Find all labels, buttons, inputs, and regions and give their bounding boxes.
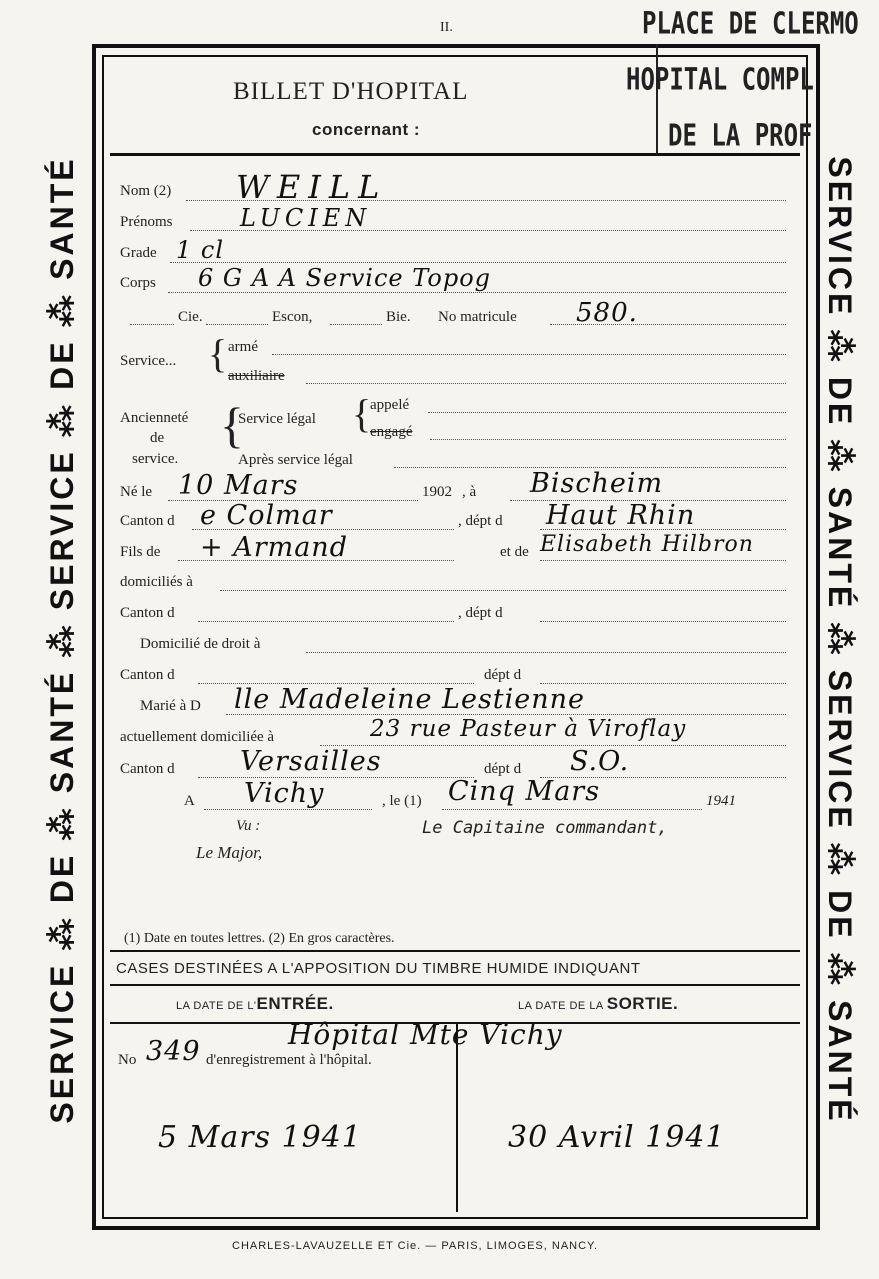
frame-outer-bottom xyxy=(92,1226,820,1230)
frame-inner-bottom xyxy=(102,1217,808,1219)
page-number: II. xyxy=(440,20,453,35)
canton-3-label: Canton d xyxy=(120,667,175,683)
ne-le-value: 10 Mars xyxy=(178,470,299,501)
entree-date: 5 Mars 1941 xyxy=(158,1120,362,1155)
no-label: No xyxy=(118,1052,137,1068)
matricule-label: No matricule xyxy=(438,309,517,325)
ne-year-value: 1902 xyxy=(422,484,452,500)
sortie-date: 30 Avril 1941 xyxy=(508,1120,726,1155)
capitaine-label: Le Capitaine commandant, xyxy=(422,818,668,838)
service-brace: { xyxy=(208,331,228,376)
ne-a-label: , à xyxy=(462,484,477,500)
arme-label: armé xyxy=(228,339,258,355)
domicilies-label: domiciliés à xyxy=(120,574,193,590)
le-label: , le (1) xyxy=(382,793,422,809)
major-label: Le Major, xyxy=(196,843,263,862)
domicilie-droit-label: Domicilié de droit à xyxy=(140,636,261,652)
arme-dots xyxy=(272,354,786,355)
document-title: BILLET D'HOPITAL xyxy=(233,78,469,105)
engage-label: engagé xyxy=(370,424,413,440)
stamp-line-1: PLACE DE CLERMO xyxy=(642,6,859,41)
enregistrement-label: d'enregistrement à l'hôpital. xyxy=(206,1052,372,1068)
anciennete-brace: { xyxy=(220,397,244,453)
prenoms-label: Prénoms xyxy=(120,214,173,230)
stamp-line-2: HOPITAL COMPL xyxy=(626,62,814,97)
corps-value: 6 G A A Service Topog xyxy=(198,264,492,292)
footnote-rule xyxy=(110,950,800,952)
nom-label: Nom (2) xyxy=(120,183,172,199)
sortie-word: SORTIE. xyxy=(606,994,679,1013)
canton-4-dots xyxy=(198,777,474,778)
date-value: Cinq Mars xyxy=(448,776,601,807)
actuellement-value: 23 rue Pasteur à Viroflay xyxy=(370,716,687,742)
anciennete-label-3: service. xyxy=(132,451,179,467)
fils-de-label: Fils de xyxy=(120,544,161,560)
dept-2-dots xyxy=(540,621,786,622)
dept-1-label: , dépt d xyxy=(458,513,503,529)
service-legal-label: Service légal xyxy=(238,411,316,427)
canton-4-value: Versailles xyxy=(240,746,382,777)
cie-label: Cie. xyxy=(178,309,203,325)
side-band-right: SERVICE ⁂ DE ⁂ SANTÉ ⁂ SERVICE ⁂ DE ⁂ SANTÉ xyxy=(822,156,858,1124)
side-band-left: SERVICE ⁂ DE ⁂ SANTÉ ⁂ SERVICE ⁂ DE ⁂ SANTÉ xyxy=(44,156,80,1124)
grade-value: 1 cl xyxy=(176,236,225,264)
auxiliaire-dots xyxy=(306,383,786,384)
stamp-line-3: DE LA PROF xyxy=(668,118,813,153)
domicilies-dots xyxy=(220,590,786,591)
frame-outer-left xyxy=(92,44,96,1230)
sortie-prefix: LA DATE DE LA xyxy=(518,1000,604,1012)
appele-dots xyxy=(428,412,786,413)
dept-4-label: dépt d xyxy=(484,761,522,777)
year-value: 1941 xyxy=(706,793,736,809)
marie-value: lle Madeleine Lestienne xyxy=(234,684,586,715)
auxiliaire-label: auxiliaire xyxy=(228,368,285,384)
canton-1-value: e Colmar xyxy=(200,500,333,531)
printer-credit: CHARLES-LAVAUZELLE ET Cie. — PARIS, LIMOGES, NANCY. xyxy=(232,1240,599,1252)
actuellement-dots xyxy=(320,745,786,746)
footnote: (1) Date en toutes lettres. (2) En gros caractères. xyxy=(124,931,395,946)
grade-dots xyxy=(170,262,786,263)
dept-1-value: Haut Rhin xyxy=(546,500,696,531)
esc-dots xyxy=(206,324,268,325)
no-value: 349 xyxy=(146,1036,201,1067)
entree-word: ENTRÉE. xyxy=(256,994,334,1013)
cie-dots xyxy=(130,324,174,325)
a-value: Vichy xyxy=(244,778,325,809)
dept-3-label: dépt d xyxy=(484,667,522,683)
canton-4-label: Canton d xyxy=(120,761,175,777)
nom-value: WEILL xyxy=(236,168,388,206)
stamp-frame-left xyxy=(656,44,658,156)
esc-label: Escon, xyxy=(272,309,313,325)
dept-2-label: , dépt d xyxy=(458,605,503,621)
sortie-header xyxy=(518,994,678,1014)
apres-service-label: Après service légal xyxy=(238,452,353,468)
fils-de-value: + Armand xyxy=(200,532,348,563)
a-dots xyxy=(204,809,372,810)
hopital-value: Hôpital Mte Vichy xyxy=(288,1018,563,1051)
mere-value: Elisabeth Hilbron xyxy=(540,532,754,557)
matricule-value: 580. xyxy=(576,298,638,328)
marie-label: Marié à D xyxy=(140,698,201,714)
le-dots xyxy=(442,809,702,810)
actuellement-label: actuellement domiciliée à xyxy=(120,729,275,745)
dept-4-value: S.O. xyxy=(570,746,630,777)
hospital-stamp xyxy=(622,4,859,154)
et-de-label: et de xyxy=(500,544,529,560)
document-subtitle: concernant : xyxy=(312,120,421,139)
ne-lieu-value: Bischeim xyxy=(530,468,664,499)
engage-dots xyxy=(430,439,786,440)
service-label: Service... xyxy=(120,353,177,369)
appele-label: appelé xyxy=(370,397,410,413)
canton-2-dots xyxy=(198,621,454,622)
anciennete-label-2: de xyxy=(150,430,165,446)
title-rule xyxy=(110,153,800,156)
canton-1-label: Canton d xyxy=(120,513,175,529)
cases-rule-1 xyxy=(110,984,800,986)
grade-label: Grade xyxy=(120,245,157,261)
service-legal-brace: { xyxy=(352,391,372,436)
anciennete-label-1: Ancienneté xyxy=(120,410,189,426)
entree-header xyxy=(176,994,334,1014)
frame-inner-right xyxy=(806,55,808,1219)
cases-heading: CASES DESTINÉES A L'APPOSITION DU TIMBRE HUMIDE INDIQUANT xyxy=(116,960,641,977)
a-label: A xyxy=(184,793,195,809)
et-de-dots xyxy=(540,560,786,561)
entree-prefix: LA DATE DE L' xyxy=(176,1000,257,1012)
ne-le-label: Né le xyxy=(120,484,153,500)
canton-2-label: Canton d xyxy=(120,605,175,621)
domicilie-droit-dots xyxy=(306,652,786,653)
frame-outer-right xyxy=(816,44,820,1230)
prenoms-value: LUCIEN xyxy=(240,204,372,232)
vu-label: Vu : xyxy=(236,818,261,834)
corps-dots xyxy=(168,292,786,293)
frame-inner-left xyxy=(102,55,104,1219)
corps-label: Corps xyxy=(120,275,156,291)
bie-dots xyxy=(330,324,382,325)
bie-label: Bie. xyxy=(386,309,411,325)
